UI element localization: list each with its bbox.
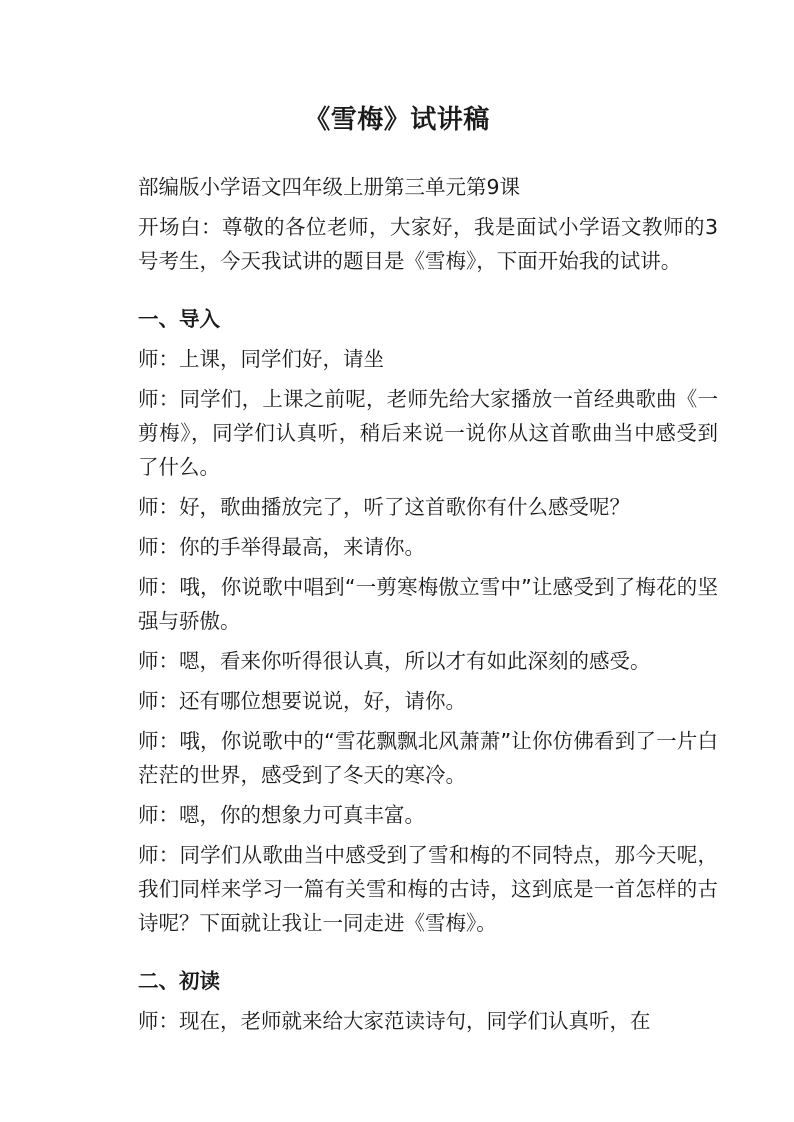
- section-heading-first-reading: 二、初读: [138, 969, 220, 993]
- dialogue-line: 师：嗯，看来你听得很认真，所以才有如此深刻的感受。: [138, 649, 651, 673]
- opening-paragraph: 开场白：尊敬的各位老师，大家好，我是面试小学语文教师的3号考生，今天我试讲的题目是《雪梅》，下面开始我的试讲。: [138, 215, 718, 273]
- dialogue-line: 师：上课，同学们好，请坐: [138, 347, 384, 371]
- dialogue-line: 师：还有哪位想要说说，好，请你。: [138, 689, 466, 713]
- dialogue-line: 师：好，歌曲播放完了，听了这首歌你有什么感受呢？: [138, 495, 630, 519]
- dialogue-line: 师：同学们，上课之前呢，老师先给大家播放一首经典歌曲《一剪梅》，同学们认真听，稍后来说一说你从这首歌曲当中感受到了什么。: [138, 387, 718, 479]
- dialogue-line: 师：哦，你说歌中的“雪花飘飘北风萧萧”让你仿佛看到了一片白茫茫的世界，感受到了冬天的寒冷。: [138, 729, 718, 787]
- section-heading-intro: 一、导入: [138, 307, 220, 331]
- subtitle: 部编版小学语文四年级上册第三单元第9课: [138, 175, 521, 199]
- dialogue-line: 师：你的手举得最高，来请你。: [138, 535, 425, 559]
- document-body: [138, 170, 718, 1044]
- dialogue-line: 师：哦，你说歌中唱到“一剪寒梅傲立雪中”让感受到了梅花的坚强与骄傲。: [138, 575, 718, 633]
- dialogue-line: 师：嗯，你的想象力可真丰富。: [138, 803, 425, 827]
- dialogue-line: 师：现在，老师就来给大家范读诗句，同学们认真听，在: [138, 1009, 651, 1033]
- page-title: 《雪梅》试讲稿: [304, 105, 490, 135]
- dialogue-line: 师：同学们从歌曲当中感受到了雪和梅的不同特点，那今天呢，我们同样来学习一篇有关雪和梅的古诗，这到底是一首怎样的古诗呢？下面就让我让一同走进《雪梅》。: [138, 843, 718, 935]
